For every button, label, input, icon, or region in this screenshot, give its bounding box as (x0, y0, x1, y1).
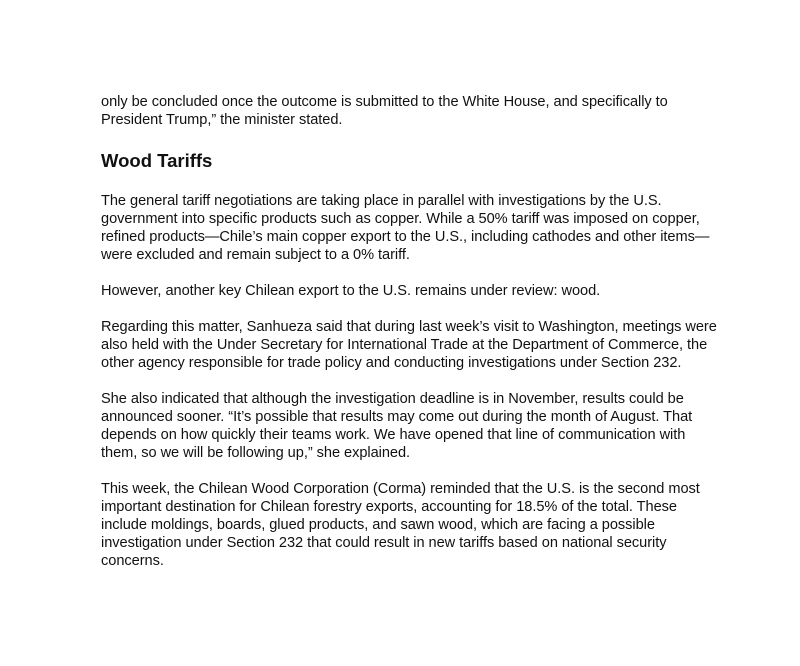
paragraph-corma-exports: This week, the Chilean Wood Corporation (Corma) reminded that the U.S. is the second most important destination for Chilean forestry exports, accounting for 18.5% of the total. These include moldings, boards, glued products, and sawn wood, which are facing a possible investigation under Section 232 that could result in new tariffs based on national security concerns. (101, 481, 700, 569)
article-body (101, 93, 721, 588)
section-heading: Wood Tariffs (101, 150, 213, 171)
intro-continuation-paragraph: only be concluded once the outcome is submitted to the White House, and specifically to President Trump,” the minister stated. (101, 94, 668, 128)
paragraph-wood-review: However, another key Chilean export to the U.S. remains under review: wood. (101, 283, 601, 299)
paragraph-investigation-deadline: She also indicated that although the investigation deadline is in November, results could be announced sooner. “It’s possible that results may come out during the month of August. That depends on how quickly their teams work. We have opened that line of communication with them, so we will be following up,” she explained. (101, 391, 693, 461)
paragraph-washington-visit: Regarding this matter, Sanhueza said that during last week’s visit to Washington, meetings were also held with the Under Secretary for International Trade at the Department of Commerce, the other agency responsible for trade policy and conducting investigations under Section 232. (101, 319, 717, 371)
paragraph-copper-negotiations: The general tariff negotiations are taking place in parallel with investigations by the U.S. government into specific products such as copper. While a 50% tariff was imposed on copper, refined products—Chile’s main copper export to the U.S., including cathodes and other items—were excluded and remain subject to a 0% tariff. (101, 193, 710, 263)
